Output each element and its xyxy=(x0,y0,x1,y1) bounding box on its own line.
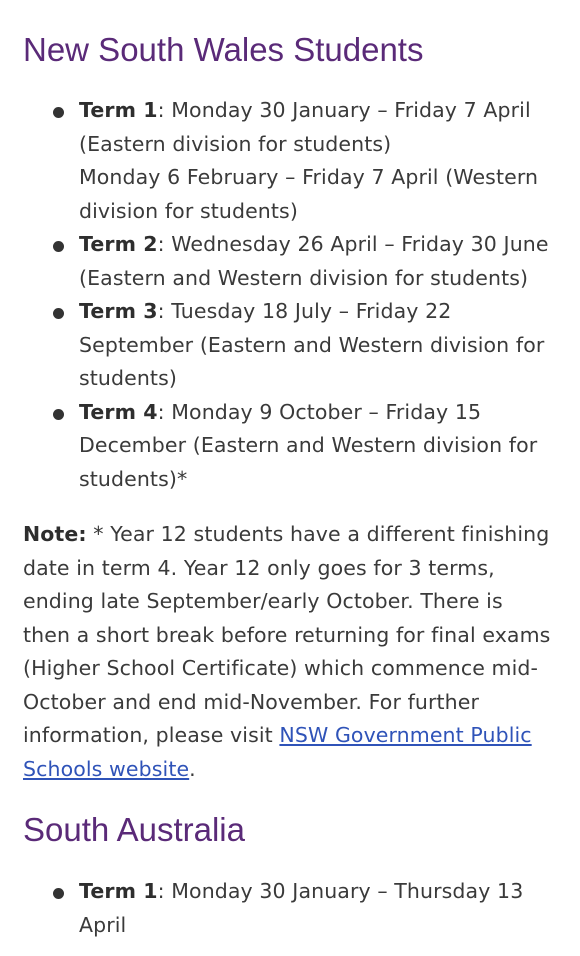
term-dates-western: Monday 6 February – Friday 7 April (Western division for students) xyxy=(79,165,539,223)
term-label: Term 1 xyxy=(79,98,158,122)
term-label: Term 4 xyxy=(79,399,158,424)
bullet-icon xyxy=(53,107,64,118)
list-item-term-3 xyxy=(23,295,556,396)
term-label: Term 3 xyxy=(79,299,158,323)
term-dates: : Monday 9 October – Friday 15 December (Eastern and Western division for students)* xyxy=(79,399,538,491)
nsw-public-schools-link[interactable]: NSW Government Public Schools website xyxy=(23,723,532,781)
term-dates: : Monday 30 January – Thursday 13 April xyxy=(79,879,524,937)
note-label: Note: xyxy=(23,522,87,546)
term-dates: : Monday 30 January – Friday 7 April (Eastern division for students) xyxy=(79,98,531,156)
bullet-icon xyxy=(53,308,64,319)
nsw-term-list xyxy=(23,94,556,496)
term-label: Term 2 xyxy=(79,232,158,256)
term-label: Term 1 xyxy=(79,879,158,903)
note-text: * Year 12 students have a different finishing date in term 4. Year 12 only goes for 3 terms, ending late September/early October. There is then a short break before returning for final exams (Higher School Certificate) which commence mid-October and end mid-November. For further information, please visit xyxy=(23,522,551,747)
bullet-icon xyxy=(53,241,64,252)
sa-term-list xyxy=(23,875,556,942)
term-dates: : Tuesday 18 July – Friday 22 September (Eastern and Western division for students) xyxy=(79,299,545,390)
list-item-term-1 xyxy=(23,875,556,942)
bullet-icon xyxy=(53,409,64,420)
section-heading-nsw: New South Wales Students xyxy=(23,31,424,68)
note-end: . xyxy=(189,756,196,781)
term-dates: : Wednesday 26 April – Friday 30 June (Eastern and Western division for students) xyxy=(79,232,549,290)
list-item-term-1 xyxy=(23,94,556,228)
list-item-term-2 xyxy=(23,228,556,295)
section-heading-sa: South Australia xyxy=(23,811,245,848)
list-item-term-4 xyxy=(23,396,556,497)
note-paragraph xyxy=(23,518,556,786)
bullet-icon xyxy=(53,888,64,899)
